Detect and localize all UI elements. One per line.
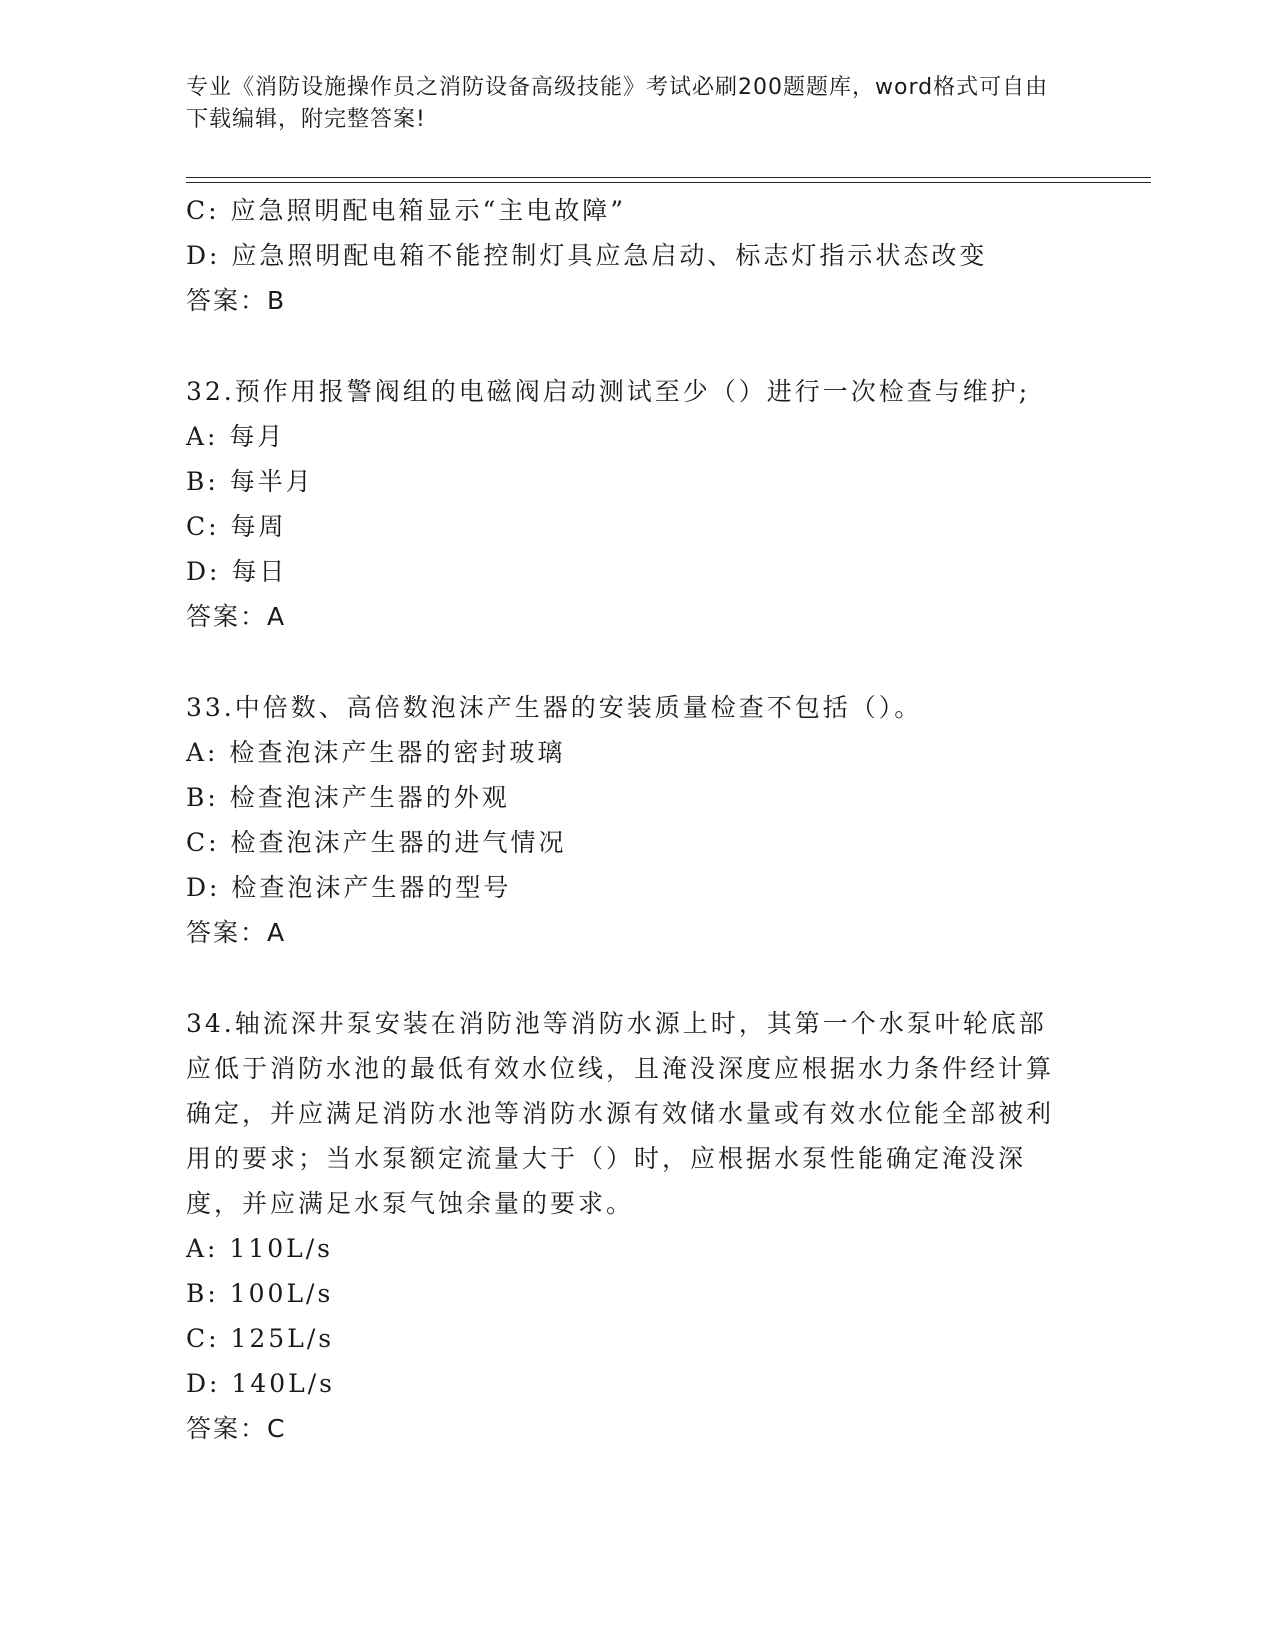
option-d: D: 检查泡沫产生器的型号 [186,873,512,902]
option-d: D: 应急照明配电箱不能控制灯具应急启动、标志灯指示状态改变 [186,241,988,270]
header-divider-top [186,177,1151,178]
option-c: C: 125L/s [186,1324,335,1353]
option-c: C: 应急照明配电箱显示“主电故障” [186,196,627,225]
question-text: 33.中倍数、高倍数泡沫产生器的安装质量检查不包括（）。 [186,693,923,722]
answer-line: 答案：B [186,286,287,315]
header-divider-bottom [186,182,1151,183]
option-d: D: 140L/s [186,1369,335,1398]
option-a: A: 每月 [186,422,286,451]
question-text: 34.轴流深井泵安装在消防池等消防水源上时，其第一个水泵叶轮底部应低于消防水池的最低有效水位线，且淹没深度应根据水力条件经计算确定，并应满足消防水池等消防水源有效储水量或有效水位能全部被利用的要求；当水泵额定流量大于（）时，应根据水泵性能确定淹没深度，并应满足水泵气蚀余量的要求。 [186,1009,1055,1218]
option-b: B: 检查泡沫产生器的外观 [186,783,510,812]
spacer [186,323,1086,369]
question-content [186,188,1086,1451]
option-b: B: 100L/s [186,1279,334,1308]
option-b: B: 每半月 [186,467,314,496]
option-c: C: 检查泡沫产生器的进气情况 [186,828,567,857]
answer-line: 答案：A [186,602,287,631]
spacer [186,639,1086,685]
option-a: A: 检查泡沫产生器的密封玻璃 [186,738,566,767]
option-c: C: 每周 [186,512,287,541]
answer-line: 答案：A [186,918,287,947]
option-a: A: 110L/s [186,1234,333,1263]
spacer [186,955,1086,1001]
document-header: 专业《消防设施操作员之消防设备高级技能》考试必刷200题题库，word格式可自由下载编辑，附完整答案! [186,75,1049,132]
answer-line: 答案：C [186,1414,287,1443]
question-text: 32.预作用报警阀组的电磁阀启动测试至少（）进行一次检查与维护; [186,377,1031,406]
option-d: D: 每日 [186,557,288,586]
